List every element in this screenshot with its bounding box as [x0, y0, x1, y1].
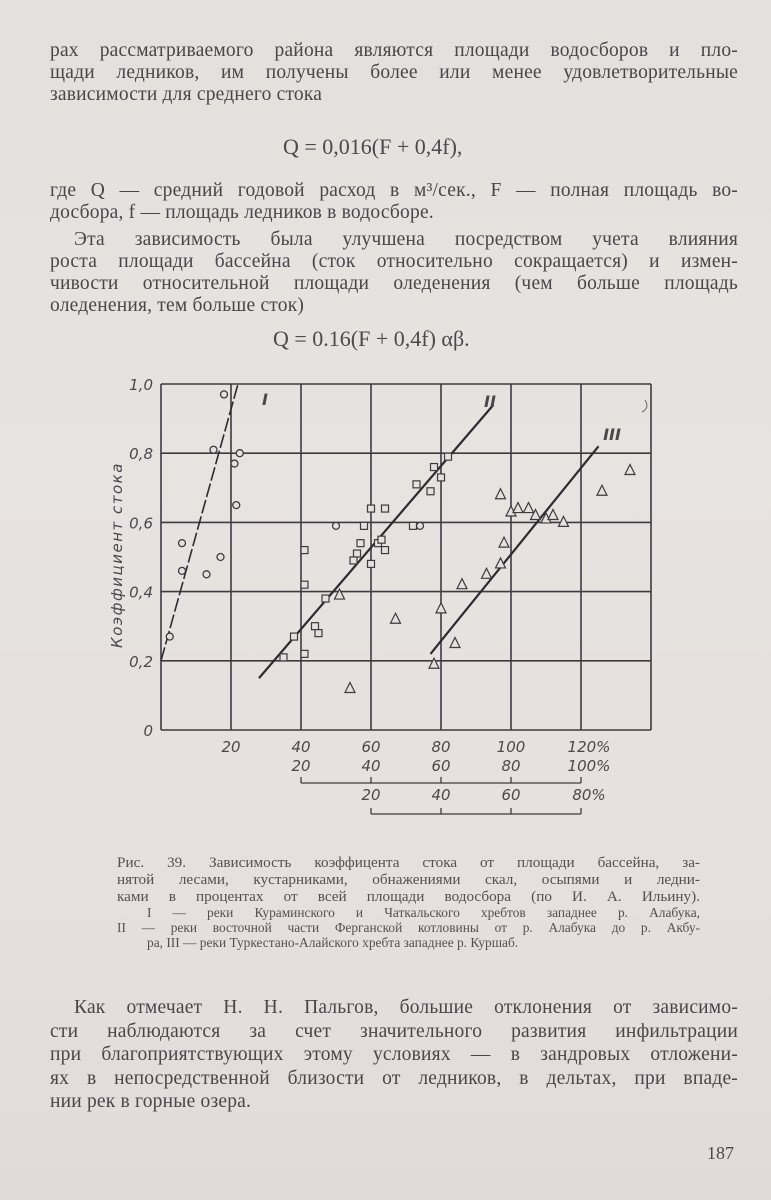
y-tick-label: 0,8 [129, 445, 153, 464]
data-point-circle [166, 633, 173, 640]
x-tick-label: 80 [501, 757, 521, 775]
data-point-square [431, 464, 438, 471]
data-point-square [301, 581, 308, 588]
x-tick-label: 80 [431, 738, 451, 756]
data-point-triangle [391, 613, 401, 623]
data-point-triangle [457, 579, 467, 589]
data-point-circle [417, 522, 424, 529]
data-point-square [312, 623, 319, 630]
data-point-square [361, 522, 368, 529]
data-point-circle [233, 502, 240, 509]
data-point-square [413, 481, 420, 488]
data-point-square [427, 488, 434, 495]
data-point-square [382, 505, 389, 512]
data-point-triangle [625, 465, 635, 475]
data-point-square [438, 474, 445, 481]
y-tick-label: 0 [143, 722, 153, 740]
curve-label-II: II [484, 392, 496, 411]
data-point-circle [179, 540, 186, 547]
data-point-circle [333, 522, 340, 529]
text-line: чивости относительной площади оледенения (чем больше площадь [50, 273, 738, 294]
data-point-triangle [524, 503, 534, 513]
text-line: оледенения, тем больше сток) [50, 295, 305, 316]
data-point-square [301, 650, 308, 657]
data-point-circle [221, 391, 228, 398]
data-point-square [445, 453, 452, 460]
data-point-square [357, 540, 364, 547]
x-tick-label: 80% [572, 786, 606, 804]
data-point-triangle [482, 568, 492, 578]
data-point-square [322, 595, 329, 602]
data-point-triangle [597, 485, 607, 495]
data-point-circle [179, 567, 186, 574]
paragraph-4 [50, 996, 738, 1114]
data-point-circle [203, 571, 210, 578]
chart-plot-area [108, 376, 651, 814]
data-point-square [301, 547, 308, 554]
data-point-triangle [559, 516, 569, 526]
text-line: щади ледников, им получены более или менее удовлетворительные [50, 62, 738, 83]
data-point-triangle [496, 489, 506, 499]
stray-mark [642, 400, 647, 412]
text-line: нии рек в горные озера. [50, 1091, 252, 1112]
data-point-triangle [335, 589, 345, 599]
text-line: ях в непосредственной близости от ледников, в дельтах, при впаде- [50, 1067, 738, 1089]
y-tick-label: 1,0 [129, 376, 153, 394]
x-tick-label: 40 [291, 738, 311, 756]
data-point-square [350, 557, 357, 564]
x-tick-label: 40 [431, 786, 451, 804]
x-tick-label: 100 [496, 738, 526, 756]
data-point-triangle [429, 658, 439, 668]
caption-line: Рис. 39. Зависимость коэффицента стока от площади бассейна, за- [117, 854, 700, 871]
text-line: где Q — средний годовой расход в м³/сек., F — полная площадь во- [50, 180, 738, 201]
data-point-square [368, 505, 375, 512]
x-tick-label: 20 [221, 738, 241, 756]
curve-label-III: III [603, 425, 621, 444]
data-point-square [315, 630, 322, 637]
curve-label-I: I [262, 390, 268, 409]
caption-legend-line: ра, III — реки Туркестано-Алайского хребта западнее р. Куршаб. [147, 935, 519, 950]
x-tick-label: 40 [361, 757, 381, 775]
data-point-triangle [548, 509, 558, 519]
y-tick-label: 0,6 [129, 514, 153, 533]
data-point-square [291, 633, 298, 640]
x-tick-label: 60 [361, 738, 381, 756]
text-line: рах рассматриваемого района являются площади водосборов и пло- [50, 40, 738, 61]
y-tick-label: 0,4 [129, 583, 153, 602]
caption-legend-line: II — реки восточной части Ферганской котловины от р. Алабука до р. Акбу- [117, 920, 700, 935]
data-point-square [382, 547, 389, 554]
text-line: сти наблюдаются за счет значительного развития инфильтрации [50, 1020, 738, 1042]
data-point-square [368, 560, 375, 567]
data-point-triangle [450, 638, 460, 648]
data-point-circle [210, 446, 217, 453]
data-point-triangle [499, 537, 509, 547]
data-point-square [354, 550, 361, 557]
data-point-triangle [436, 603, 446, 613]
figure-caption [117, 854, 700, 950]
text-line: при благоприятствующих этому условиях — в зандровых отложени- [50, 1044, 738, 1065]
text-line: зависимости для среднего стока [50, 84, 323, 105]
text-line: Как отмечает Н. Н. Пальгов, большие отклонения от зависимо- [74, 997, 738, 1018]
x-tick-label: 100% [567, 757, 611, 775]
text-line: Эта зависимость была улучшена посредством учета влияния [74, 229, 738, 250]
x-tick-label: 60 [431, 757, 451, 775]
formula-2: Q = 0.16(F + 0,4f) αβ. [273, 326, 470, 351]
x-tick-label: 60 [501, 786, 521, 804]
caption-legend-line: I — реки Кураминского и Чаткальского хребтов западнее р. Алабука, [147, 905, 700, 920]
caption-line: ками в процентах от всей площади водосбора (по И. А. Ильину). [117, 888, 700, 905]
data-point-triangle [513, 503, 523, 513]
data-point-circle [231, 460, 238, 467]
fit-line-III [431, 446, 599, 654]
data-point-square [378, 536, 385, 543]
caption-line: нятой лесами, кустарниками, обнажениями скал, осыпями и ледни- [117, 871, 700, 888]
formula-1: Q = 0,016(F + 0,4f), [283, 134, 463, 159]
x-tick-label: 20 [291, 757, 311, 775]
y-tick-label: 0,2 [129, 652, 153, 671]
text-line: роста площади бассейна (сток относительно сокращается) и измен- [50, 251, 738, 272]
page-number: 187 [707, 1143, 734, 1163]
x-tick-label: 120% [567, 738, 611, 756]
data-point-square [410, 522, 417, 529]
data-point-triangle [345, 682, 355, 692]
text-line: досбора, f — площадь ледников в водосборе. [50, 202, 434, 223]
y-axis-label: Коэффициент стока [108, 462, 126, 648]
x-tick-label: 20 [361, 786, 381, 804]
data-point-square [280, 654, 287, 661]
data-point-circle [236, 450, 243, 457]
data-point-circle [217, 554, 224, 561]
